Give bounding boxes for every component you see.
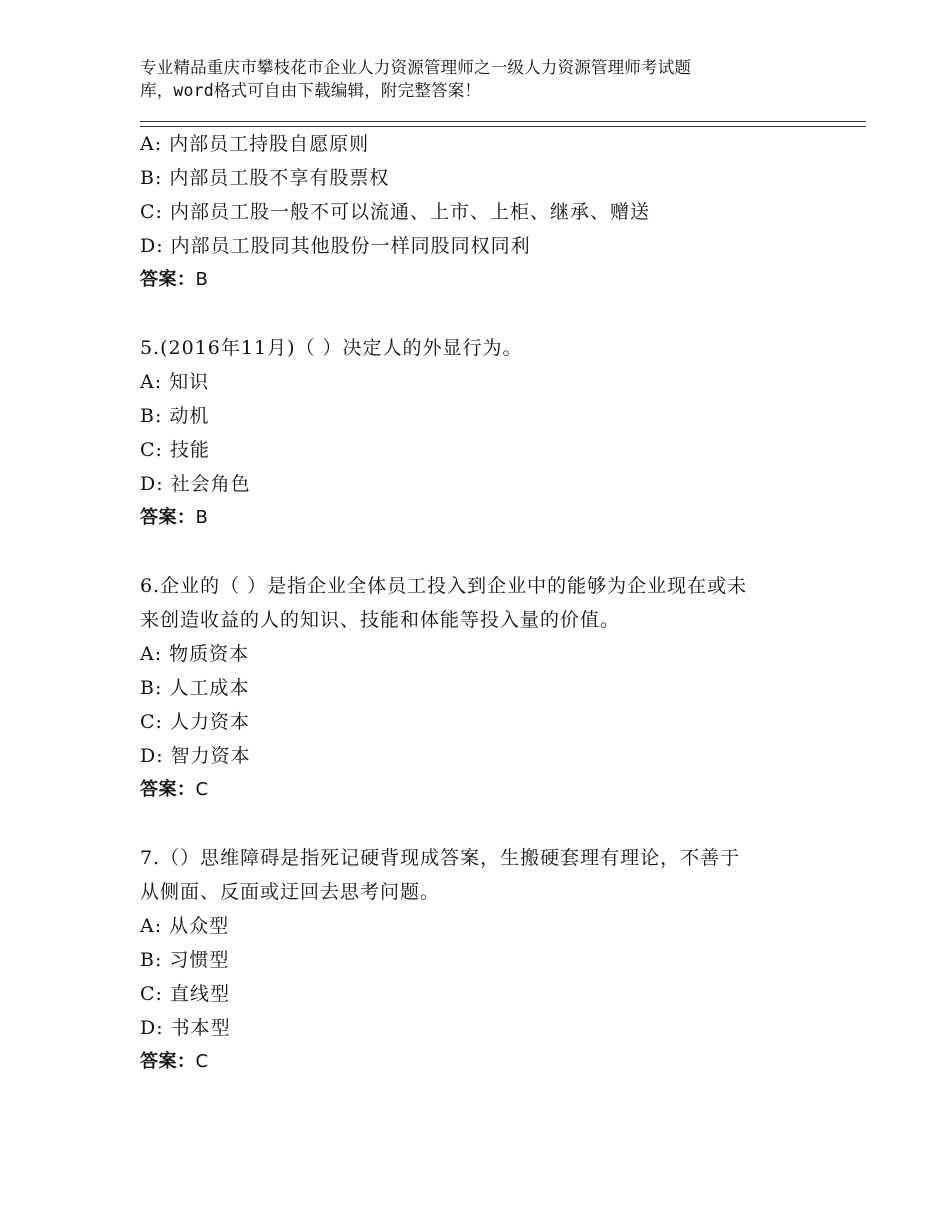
stem-line: 来创造收益的人的知识、技能和体能等投入量的价值。 xyxy=(140,609,621,631)
header-line-1: 专业精品重庆市攀枝花市企业人力资源管理师之一级人力资源管理师考试题 xyxy=(140,58,692,77)
stem-line: 从侧面、反面或迂回去思考问题。 xyxy=(140,881,441,903)
spacer xyxy=(140,807,820,841)
answer-value: C xyxy=(195,779,209,800)
option-a: A: 知识 xyxy=(140,371,210,393)
document-header xyxy=(140,56,780,102)
option-c: C: 直线型 xyxy=(140,983,230,1005)
option-a: A: 从众型 xyxy=(140,915,230,937)
question-5 xyxy=(140,331,820,535)
answer-label: 答案： xyxy=(140,1051,196,1072)
option-c: C: 人力资本 xyxy=(140,711,250,733)
spacer xyxy=(140,297,820,331)
answer-line xyxy=(140,773,820,807)
answer-label: 答案： xyxy=(140,507,196,528)
question-6 xyxy=(140,569,820,807)
option-b: B: 内部员工股不享有股票权 xyxy=(140,167,390,189)
question-stem xyxy=(140,569,820,637)
answer-line xyxy=(140,1045,820,1079)
option-c: C: 技能 xyxy=(140,439,210,461)
question-stem xyxy=(140,331,820,365)
question-4 xyxy=(140,127,820,297)
answer-line xyxy=(140,263,820,297)
option-a: A: 内部员工持股自愿原则 xyxy=(140,133,370,155)
answer-value: B xyxy=(195,507,209,528)
document-body xyxy=(140,127,820,1079)
question-7 xyxy=(140,841,820,1079)
answer-value: C xyxy=(195,1051,209,1072)
option-a: A: 物质资本 xyxy=(140,643,250,665)
spacer xyxy=(140,535,820,569)
answer-label: 答案： xyxy=(140,779,196,800)
option-b: B: 人工成本 xyxy=(140,677,250,699)
question-stem xyxy=(140,841,820,909)
stem-line: 5.(2016年11月)（ ）决定人的外显行为。 xyxy=(140,337,523,359)
option-d: D: 社会角色 xyxy=(140,473,251,495)
answer-label: 答案： xyxy=(140,269,196,290)
stem-line: 7.（）思维障碍是指死记硬背现成答案，生搬硬套理有理论，不善于 xyxy=(140,847,741,869)
stem-line: 6.企业的（ ）是指企业全体员工投入到企业中的能够为企业现在或未 xyxy=(140,575,748,597)
header-line-2: 库，word格式可自由下载编辑，附完整答案！ xyxy=(140,81,482,100)
option-b: B: 习惯型 xyxy=(140,949,230,971)
option-d: D: 书本型 xyxy=(140,1017,231,1039)
answer-line xyxy=(140,501,820,535)
answer-value: B xyxy=(195,269,209,290)
option-d: D: 内部员工股同其他股份一样同股同权同利 xyxy=(140,235,531,257)
option-d: D: 智力资本 xyxy=(140,745,251,767)
option-c: C: 内部员工股一般不可以流通、上市、上柜、继承、赠送 xyxy=(140,201,650,223)
option-b: B: 动机 xyxy=(140,405,210,427)
